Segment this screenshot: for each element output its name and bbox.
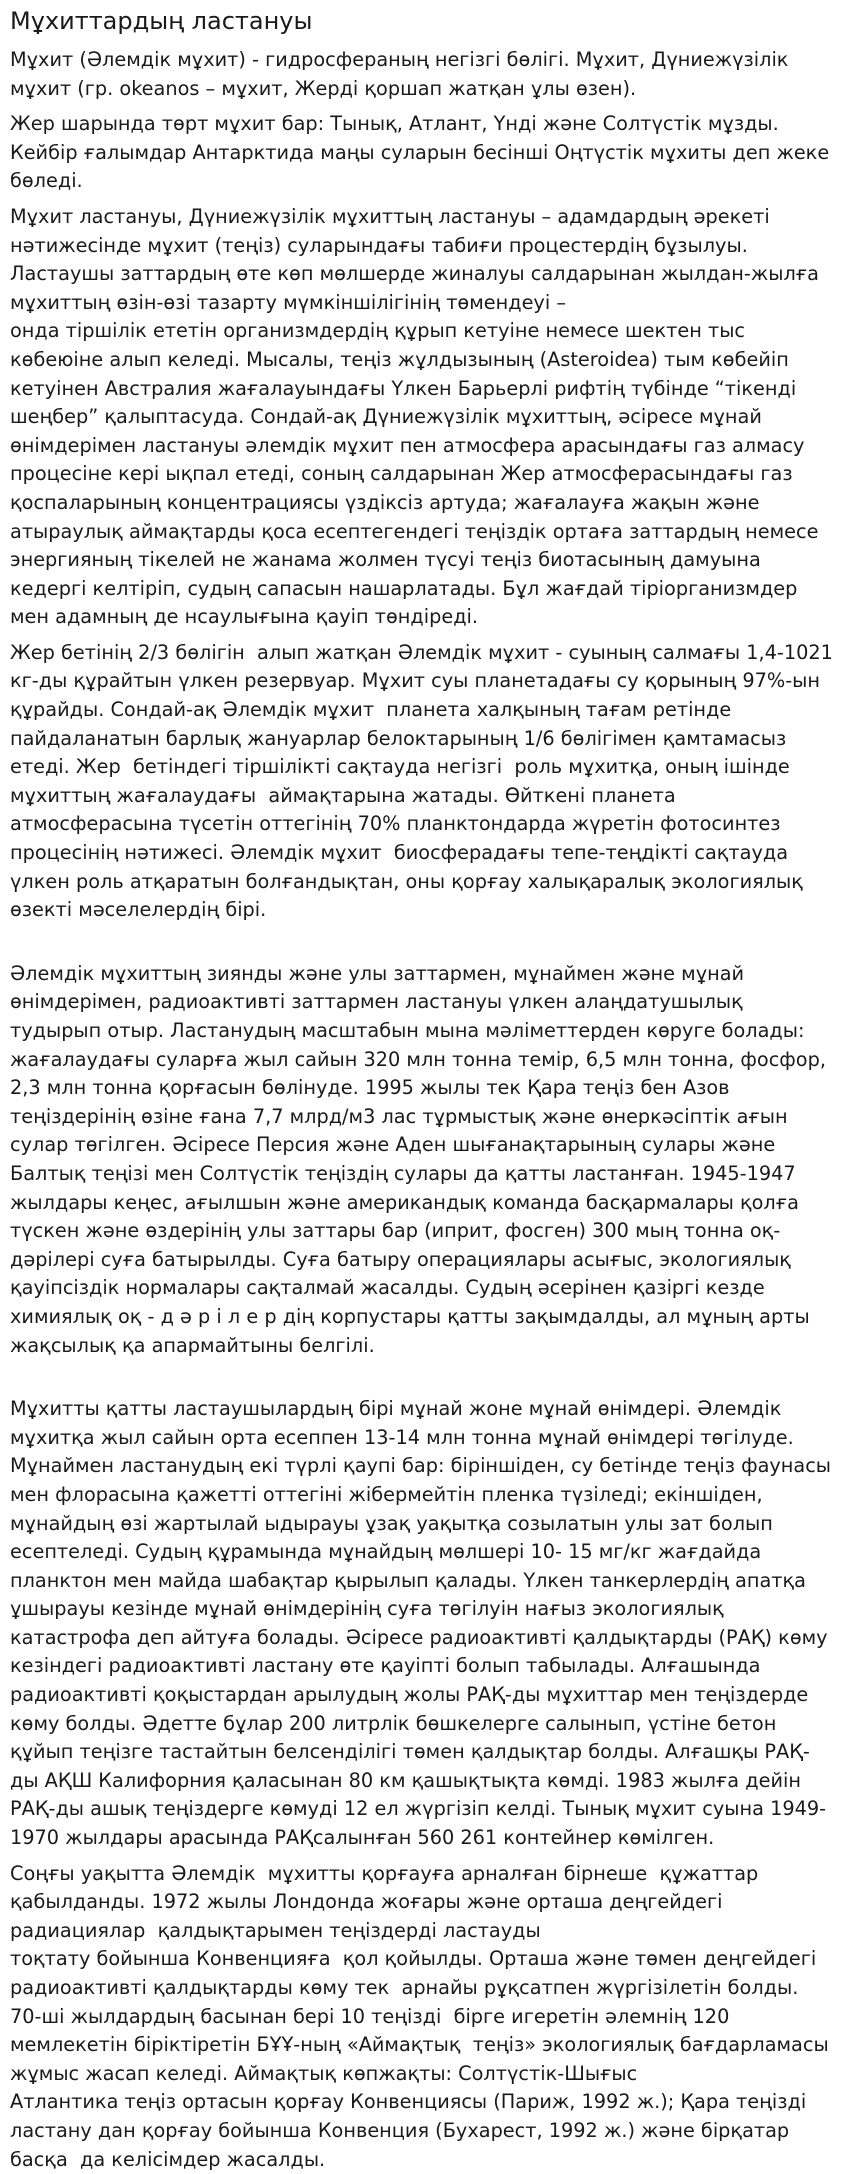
paragraph-oil-pollution: Мұхитты қатты ластаушылардың бірі мұнай жоне мұнай өнімдері. Әлемдік мұхитқа жыл сайын орта есеппен 13-14 млн тонна мұнай өнімдері төгілуде. Мұнаймен ластанудың екі түрлі қаупі бар: біріншіден, су бетінде теңіз фаунасы мен флорасына қажетті оттегіні жібермейтін пленка түзіледі; екіншіден, мұнайдың өзі жартылай ыдырауы ұзақ уақытқа созылатын улы зат болып есептеледі. Судың құрамында мұнайдың мөлшері 10- 15 мг/кг жағдайда планктон мен майда шабақтар қырылып қалады. Үлкен танкерлердің апатқа ұшырауы кезінде мұнай өнімдерінің суға төгілуін нағыз экологиялық катастрофа деп айтуға болады. Әсіресе радиоактивті қалдықтарды (РАҚ) көму кезіндегі радиоактивті ластану өте қауіпті болып табылады. Алғашында радиоактивті қоқыстардан арылудың жолы РАҚ-ды мұхиттар мен теңіздерде көму болды. Әдетте бұлар 200 литрлік бөшкелерге салынып, үстіне бетон құйып теңізге тастайтын белсенділігі төмен қалдықтар болды. Алғашқы РАҚ-ды АҚШ Калифорния қаласынан 80 км қашықтықта көмді. 1983 жылға дейін РАҚ-ды ашық теңіздерге көмуді 12 ел жүргізіп келді. Тынық мұхит суына 1949- 1970 жылдары арасында РАҚсалынған 560 261 контейнер көмілген.: [10, 1397, 838, 1850]
paragraph-ocean-pollution: Мұхит ластануы, Дүниежүзілік мұхиттың ластануы – адамдардың әрекеті нәтижесінде мұхит (теңіз) суларындағы табиғи процестердің бұзылуы. Ластаушы заттардың өте көп мөлшерде жиналуы салдарынан жылдан-жылға мұхиттың өзін-өзі тазарту мүмкіншілігінің төмендеуі – онда тіршілік ететін организмдердің құрып кетуіне немесе шектен тыс көбеюіне алып келеді. Мысалы, теңіз жұлдызының (Asteroidea) тым көбейіп кетуінен Австралия жағалауындағы Үлкен Барьерлі рифтің түбінде “тікенді шеңбер” қалыптасуда. Сондай-ақ Дүниежүзілік мұхиттың, әсіресе мұнай өнімдерімен ластануы әлемдік мұхит пен атмосфера арасындағы газ алмасу процесіне кері ықпал етеді, соның салдарынан Жер атмосферасындағы газ қоспаларының концентрациясы үздіксіз артуда; жағалауға жақын және атыраулық аймақтарды қоса есептегендегі теңіздік ортаға заттардың немесе энергияның тікелей не жанама жолмен түсуі теңіз биотасының дамуына кедергі келтіріп, судың сапасын нашарлатады. Бұл жағдай тіріорганизмдер мен адамның де нсаулығына қауіп төндіреді.: [10, 204, 819, 629]
paragraph-world-ocean-reservoir: Жер бетінің 2/3 бөлігін алып жатқан Әлемдік мұхит - суының салмағы 1,4-1021 кг-ды құрайтын үлкен резервуар. Мұхит суы планетадағы су қорының 97%-ын құрайды. Сондай-ақ Әлемдік мұхит планета халқының тағам ретінде пайдаланатын барлық жануарлар белоктарының 1/6 бөлігімен қамтамасыз етеді. Жер бетіндегі тіршілікті сақтауда негізгі роль мұхитқа, оның ішінде мұхиттың жағалаудағы аймақтарына жатады. Өйткені планета атмосферасына түсетін оттегінің 70% планктондарда жүретін фотосинтез процесінің нәтижесі. Әлемдік мұхит биосферадағы тепе-теңдікті сақтауда үлкен роль атқаратын болғандықтан, оны қорғау халықаралық экологиялық өзекті мәселелердің бірі.: [10, 640, 840, 922]
paragraph-spacer: [10, 932, 835, 960]
page-title: Мұхиттардың ластануы: [10, 7, 313, 35]
paragraph-toxic-substances: Әлемдік мұхиттың зиянды және улы заттармен, мұнаймен және мұнай өнімдерімен, радиоактивті заттармен ластануы үлкен алаңдатушылық тудырып отыр. Ластанудың масштабын мына мәліметтерден көруге болады: жағалаудағы суларға жыл сайын 320 млн тонна темір, 6,5 млн тонна, фосфор, 2,3 млн тонна қорғасын бөлінуде. 1995 жылы тек Қара теңіз бен Азов теңіздерінің өзіне ғана 7,7 млрд/м3 лас тұрмыстық және өнеркәсіптік ағын сулар төгілген. Әсіресе Персия және Аден шығанақтарының сулары және Балтық теңізі мен Солтүстік теңіздің сулары да қатты ластанған. 1945-1947 жылдары кеңес, ағылшын және американдық команда басқармалары қолға түскен және өздерінің улы заттары бар (иприт, фосген) 300 мың тонна оқ-дәрілері суға батырылды. Суға батыру операциялары асығыс, экологиялық қауіпсіздік нормалары сақталмай жасалды. Судың әсерінен қазіргі кезде химиялық оқ - д ә р і л е р дің корпустары қатты зақымдалды, ал мұның арты жақсылық қа апармайтыны белгілі.: [10, 961, 833, 1357]
paragraph-conventions: Соңғы уақытта Әлемдік мұхитты қорғауға арналған бірнеше құжаттар қабылданды. 1972 жылы Лондонда жоғары және орташа деңгейдегі радиациялар қалдықтарымен теңіздерді ластауды тоқтату бойынша Конвенцияға қол қойылды. Орташа және төмен деңгейдегі радиоактивті қалдықтарды көму тек арнайы рұқсатпен жүргізілетін болды. 70-ші жылдардың басынан бері 10 теңізді бірге игеретін әлемнің 120 мемлекетін біріктіретін БҰҰ-ның «Аймақтық теңіз» экологиялық бағдарламасы жұмыс жасап келеді. Аймақтық көпжақты: Солтүстік-Шығыс Атлантика теңіз ортасын қорғау Конвенциясы (Париж, 1992 ж.); Қара теңізді ластану дан қорғау бойынша Конвенция (Бухарест, 1992 ж.) және бірқатар басқа да келісімдер жасалды.: [10, 1861, 829, 2171]
paragraph-ocean-definition: Мұхит (Әлемдік мұхит) - гидросфераның негізгі бөлігі. Мұхит, Дүниежүзілік мұхит (гр. okeanos – мұхит, Жерді қоршап жатқан ұлы өзен).: [10, 48, 795, 100]
paragraph-four-oceans: Жер шарында төрт мұхит бар: Тынық, Атлант, Үнді және Солтүстік мұзды. Кейбір ғалымдар Антарктида маңы суларын бесінші Оңтүстік мұхиты деп жеке бөледі.: [10, 112, 836, 193]
paragraph-spacer: [10, 1367, 835, 1395]
